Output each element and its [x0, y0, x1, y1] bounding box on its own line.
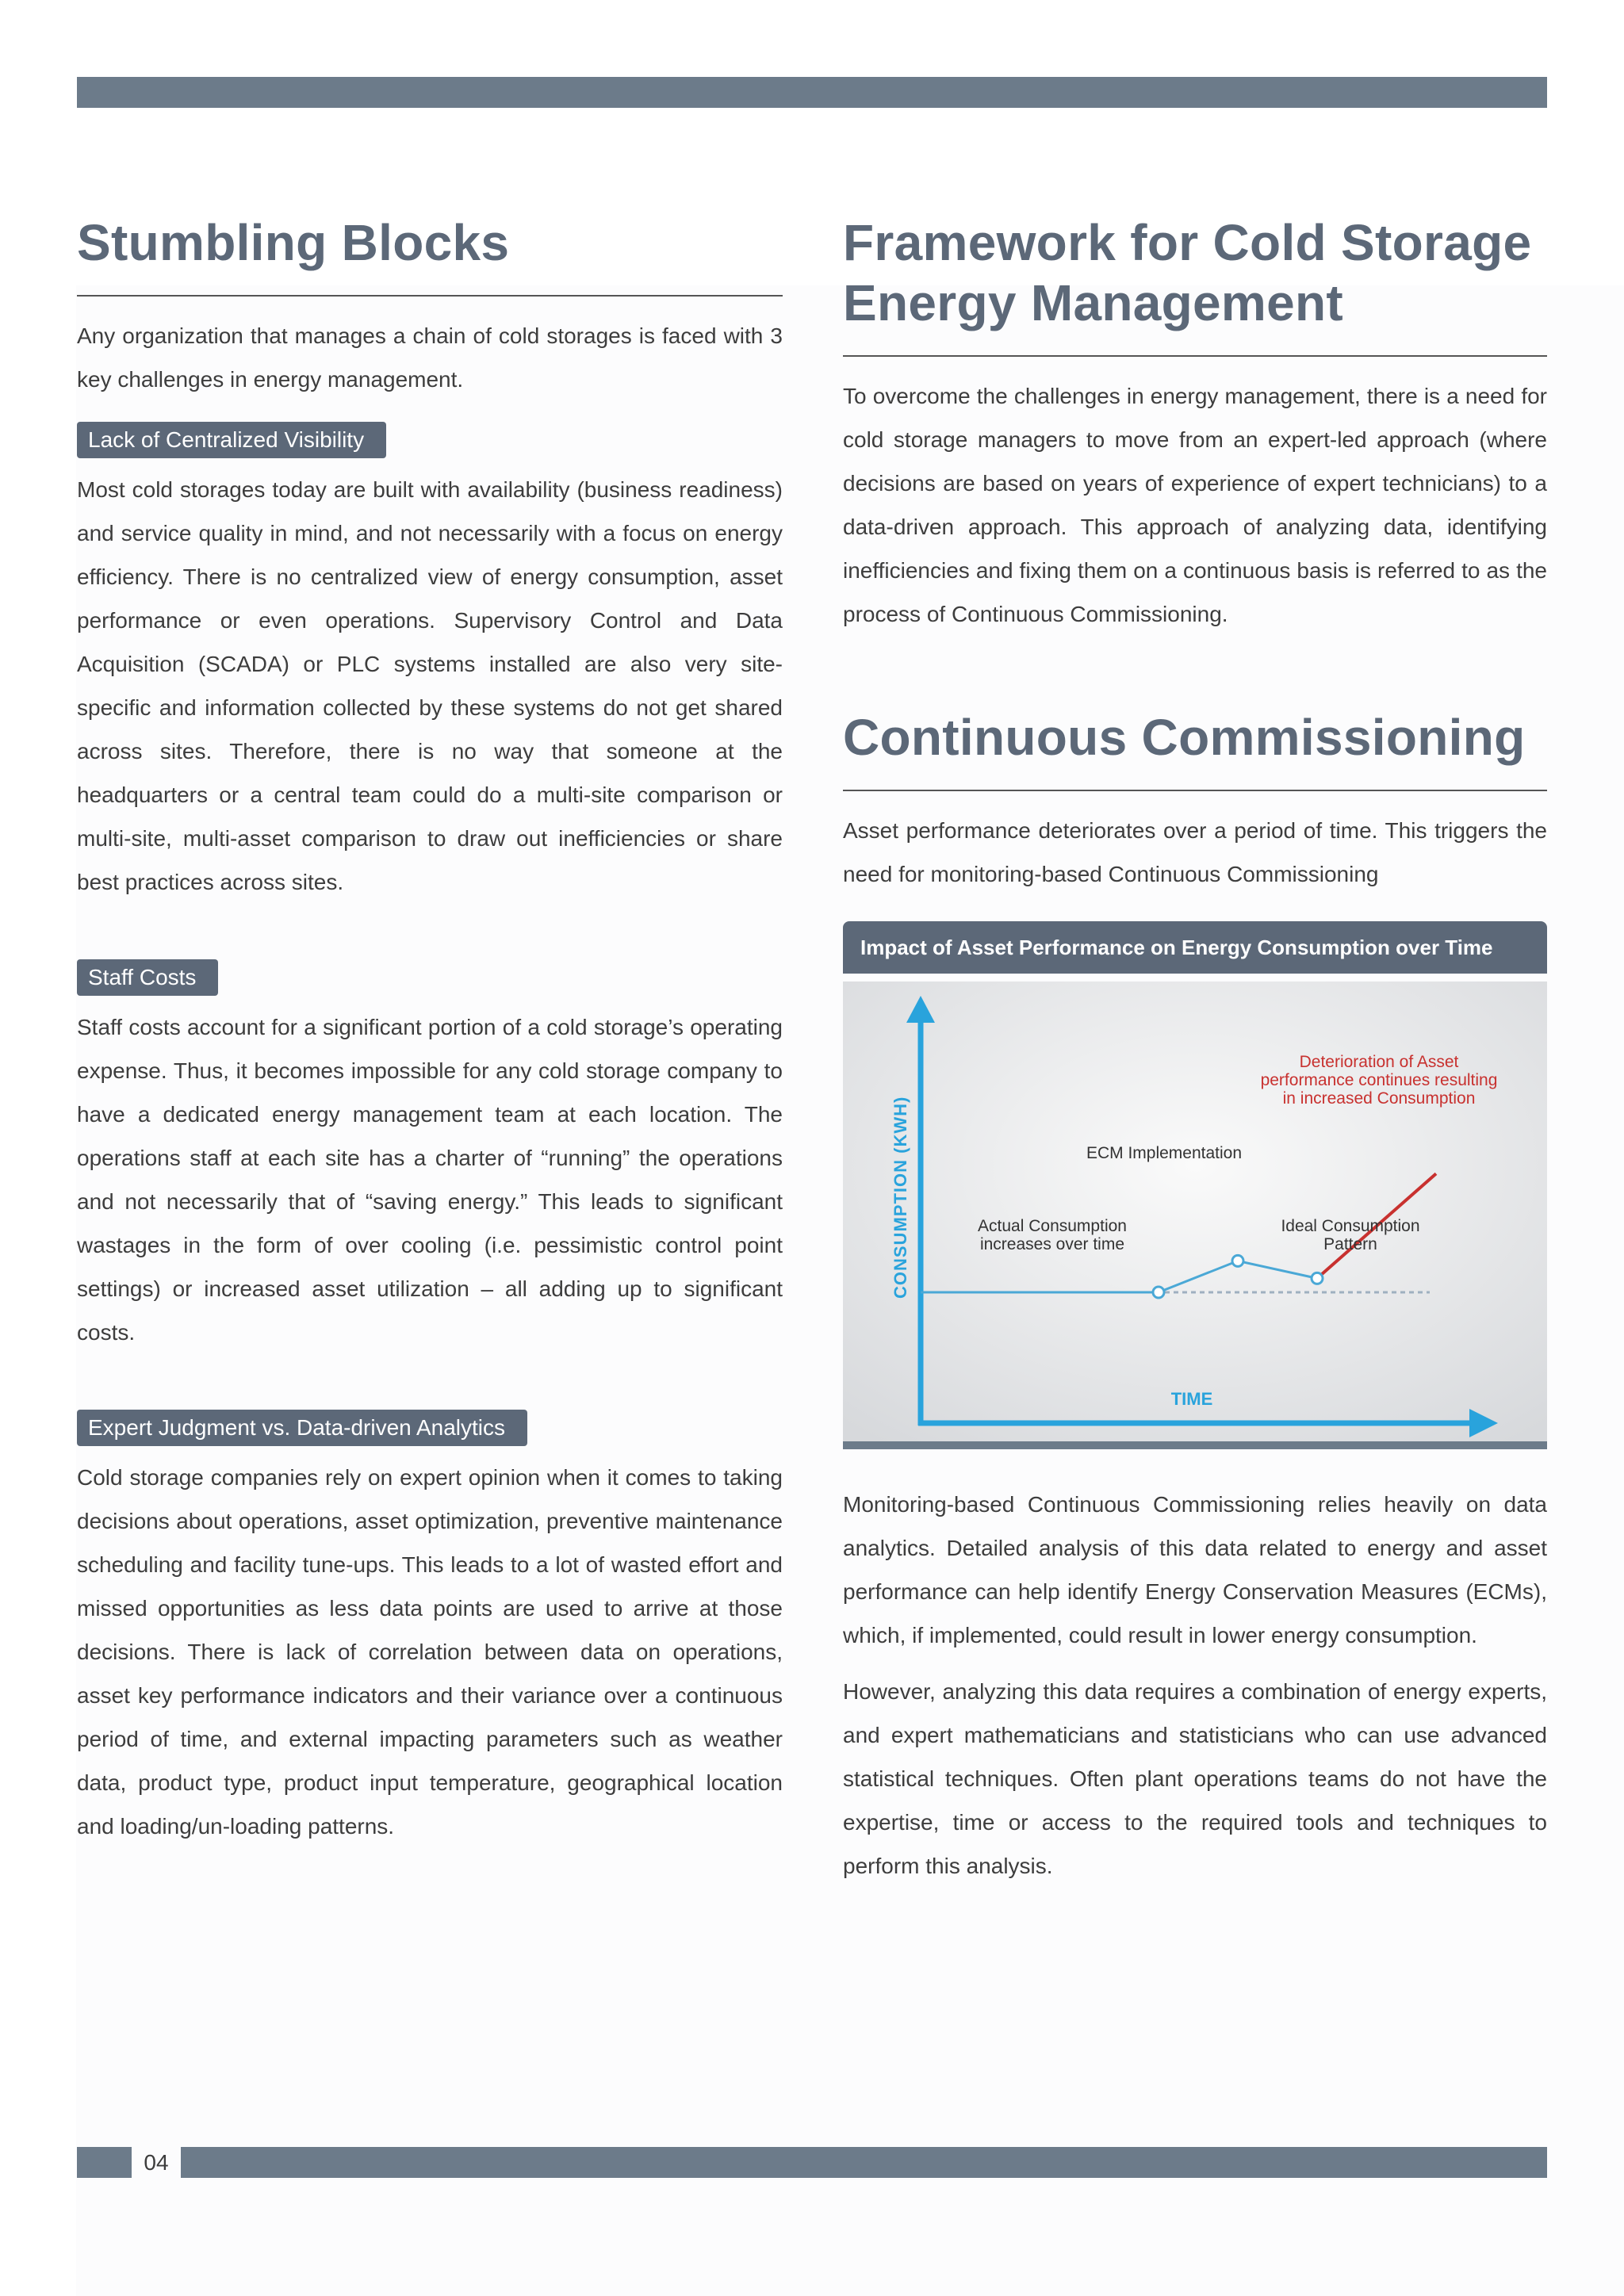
- chart-panel: [843, 921, 1547, 1449]
- footer-bar-left: [77, 2147, 132, 2178]
- footer-bar-right: [181, 2147, 1547, 2178]
- expert-judgment-paragraph: Cold storage companies rely on expert opinion when it comes to taking decisions about operations, asset optimization, preventive maintenance scheduling and facility tune-ups. This leads to a lot of wasted effort and missed opportunities as less data points are used to arrive at those decisions. There is lack of correlation between data on operations, asset key performance indicators and their variance over a continuous period of time, and external impacting parameters such as weather data, product type, product input temperature, geographical location and loading/un-loading patterns.: [77, 1465, 783, 1839]
- deterioration-label-1: Deterioration of Asset: [1299, 1053, 1459, 1071]
- expert-judgment-badge: Expert Judgment vs. Data-driven Analytics: [77, 1410, 527, 1446]
- framework-paragraph: To overcome the challenges in energy management, there is a need for cold storage managers to move from an expert-led approach (where decisions are based on years of experience of expert technicians) to a data-driven approach. This approach of analyzing data, identifying inefficiencies and fixing them on a continuous basis is referred to as the process of Continuous Commissioning.: [843, 384, 1547, 626]
- actual-consumption-point: [1153, 1287, 1164, 1298]
- chart-background: [843, 982, 1547, 1441]
- expert-judgment-section: [77, 1410, 783, 1848]
- after-chart-paragraph-1: Monitoring-based Continuous Commissioning relies heavily on data analytics. Detailed analysis of this data related to energy and asset performance can help identify Energy Conservation Measures (ECMs), which, if implemented, could result in lower energy consumption.: [843, 1492, 1547, 1647]
- visibility-paragraph: Most cold storages today are built with availability (business readiness) and service quality in mind, and not necessarily with a focus on energy efficiency. There is no centralized view of energy consumption, asset performance or even operations. Supervisory Control and Data Acquisition (SCADA) or PLC systems installed are also very site-specific and information collected by these systems do not get shared across sites. Therefore, there is no way that someone at the headquarters or a central team could do a multi-site comparison or multi-site, multi-asset comparison to draw out inefficiencies or share best practices across sites.: [77, 477, 783, 894]
- ideal-label-2: Pattern: [1323, 1235, 1377, 1253]
- consumption-chart: [843, 982, 1547, 1441]
- visibility-section: [77, 422, 783, 904]
- chart-bottom-bar: [843, 1441, 1547, 1449]
- staff-costs-badge: Staff Costs: [77, 959, 218, 996]
- y-axis-label: CONSUMPTION (KWH): [891, 1096, 910, 1299]
- chart-body: [843, 982, 1547, 1441]
- deterioration-label-2: performance continues resulting: [1260, 1071, 1498, 1089]
- staff-costs-section: [77, 959, 783, 1354]
- deterioration-label-3: in increased Consumption: [1282, 1089, 1476, 1108]
- title-rule: [77, 295, 783, 297]
- visibility-badge: Lack of Centralized Visibility: [77, 422, 386, 458]
- continuous-commissioning-title: Continuous Commissioning: [843, 709, 1526, 766]
- framework-title: Framework for Cold Storage Energy Management: [843, 214, 1532, 331]
- ideal-consumption-point: [1312, 1272, 1323, 1284]
- stumbling-blocks-title: Stumbling Blocks: [77, 214, 510, 271]
- left-column: [77, 212, 783, 1848]
- x-axis-label: TIME: [1170, 1389, 1213, 1409]
- actual-label-1: Actual Consumption: [978, 1217, 1127, 1235]
- ecm-label: ECM Implementation: [1086, 1144, 1243, 1162]
- ecm-point: [1232, 1255, 1243, 1266]
- cc-rule: [843, 790, 1547, 791]
- cc-paragraph: Asset performance deteriorates over a period of time. This triggers the need for monitoring-based Continuous Commissioning: [843, 818, 1547, 886]
- intro-paragraph: Any organization that manages a chain of cold storages is faced with 3 key challenges in energy management.: [77, 323, 783, 392]
- right-column: [843, 212, 1547, 1888]
- header-bar: [77, 77, 1547, 108]
- staff-costs-paragraph: Staff costs account for a significant portion of a cold storage’s operating expense. Thus, it becomes impossible for any cold storage company to have a dedicated energy management team at each location. The operations staff at each site has a charter of “running” the operations and not necessarily that of “saving energy.” This leads to significant wastages in the form of over cooling (i.e. pessimistic control point settings) or increased asset utilization – all adding up to significant costs.: [77, 1015, 783, 1345]
- ideal-label-1: Ideal Consumption: [1281, 1217, 1420, 1235]
- chart-header: Impact of Asset Performance on Energy Consumption over Time: [843, 921, 1547, 974]
- framework-rule: [843, 355, 1547, 357]
- page-number: 04: [144, 2150, 169, 2175]
- actual-label-2: increases over time: [979, 1235, 1125, 1253]
- after-chart-paragraph-2: However, analyzing this data requires a combination of energy experts, and expert mathematicians and statisticians who can use advanced statistical techniques. Often plant operations teams do not have the expertise, time or access to the required tools and techniques to perform this analysis.: [843, 1679, 1547, 1878]
